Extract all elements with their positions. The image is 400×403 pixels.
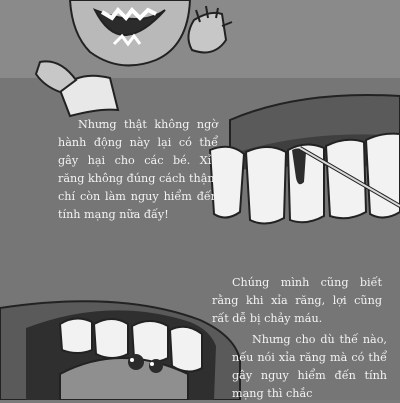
paragraph-1: Nhưng thật không ngờ hành động này lại có thể gây hại cho các bé. Xỉa răng không đúng cách thậm chí còn làm nguy hiểm đến tính mạng nữa đấy! <box>58 118 218 221</box>
paragraph-2: Chúng mình cũng biết rằng khi xỉa răng, lợi cũng rất dễ bị chảy máu. <box>212 276 382 325</box>
paragraph-3: Nhưng cho dù thế nào, nếu nói xỉa răng mà có thể gây nguy hiểm đến tính mạng thì chắc <box>232 333 387 400</box>
